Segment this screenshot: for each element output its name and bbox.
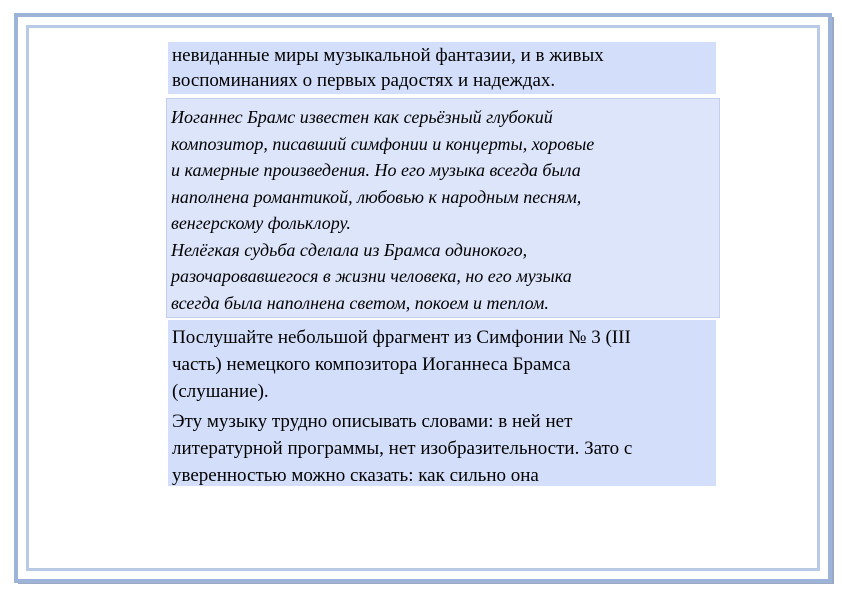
text-block-intro [168, 42, 716, 94]
text-line: композитор, писавший симфонии и концерты, хоровые [171, 133, 595, 154]
text-line: невиданные миры музыкальной фантазии, и в живых [172, 45, 604, 66]
text-line: наполнена романтикой, любовью к народным песням, [171, 186, 582, 207]
text-block-listening [168, 320, 716, 486]
text-line: воспоминаниях о первых радостях и надеждах. [172, 70, 556, 91]
text-line: Эту музыку трудно описывать словами: в ней нет [172, 411, 573, 432]
text-line: часть) немецкого композитора Иоганнеса Брамса [172, 354, 571, 375]
text-line: Иоганнес Брамс известен как серьёзный глубокий [171, 107, 553, 127]
text-line: всегда была наполнена светом, покоем и теплом. [171, 292, 549, 313]
text-line: литературной программы, нет изобразительности. Зато с [172, 438, 633, 459]
text-line: и камерные произведения. Но его музыка всегда была [171, 160, 581, 180]
paragraph-listening [172, 324, 712, 405]
text-line: разочаровавшегося в жизни человека, но его музыка [171, 266, 572, 286]
text-line: уверенностью можно сказать: как сильно она [172, 465, 539, 486]
paragraph-description [172, 408, 712, 489]
text-line: (слушание). [172, 381, 269, 402]
text-block-brahms-bio [166, 98, 720, 318]
text-line: венгерскому фольклору. [171, 213, 351, 233]
text-line: Нелёгкая судьба сделала из Брамса одинокого, [171, 239, 528, 260]
text-line: Послушайте небольшой фрагмент из Симфонии № 3 (III [172, 327, 631, 348]
